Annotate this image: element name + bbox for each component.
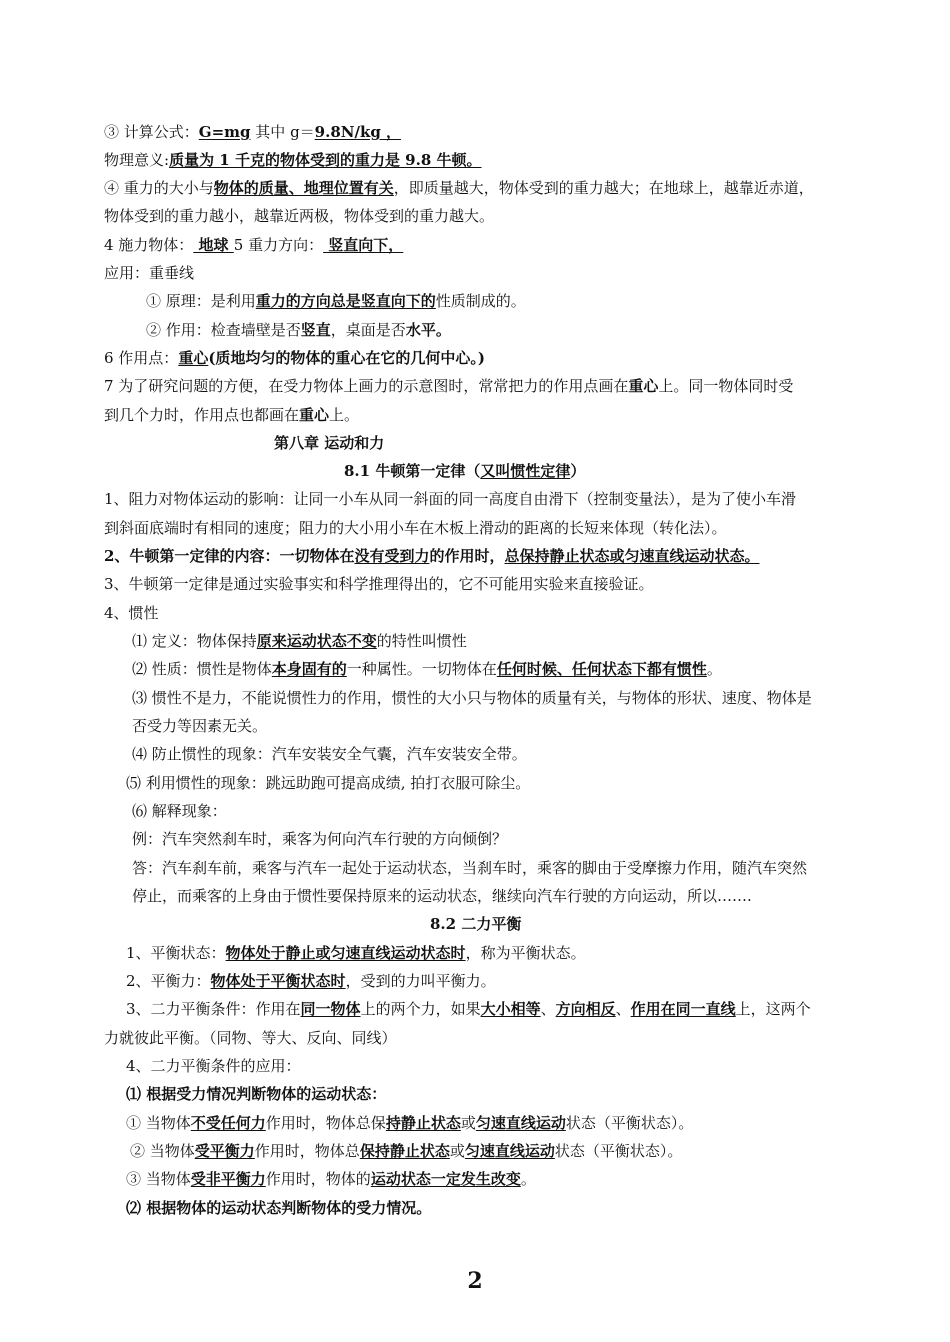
text-segment: 同一物体 [300,1000,361,1018]
text-line-15 [104,518,727,538]
text-segment: 上。 [329,406,360,424]
text-segment: ② 当物体 [130,1142,195,1160]
text-segment: 没有受到力 [354,547,430,565]
text-line-11 [104,405,359,425]
text-line-33 [104,1028,397,1048]
text-segment: 9.8N/kg ， [314,123,402,141]
text-segment: ① 原理：是利用 [146,292,256,310]
page-number: 2 [467,1268,483,1294]
text-line-34 [126,1056,301,1076]
text-line-38 [126,1169,536,1189]
text-segment: 上。同一物体同时受 [658,377,794,395]
text-line-39 [126,1198,431,1218]
text-line-26 [132,829,507,849]
text-segment: 答：汽车刹车前，乘客与汽车一起处于运动状态，当刹车时，乘客的脚由于受摩擦力作用，随汽车突然 [132,859,808,877]
text-segment: 任何时候、任何状态下都有惯性 [496,660,707,678]
text-line-23 [132,744,527,764]
text-segment: (质地均匀的物体的重心在它的几何中心。) [208,349,486,367]
text-segment: 4 施力物体： [104,236,194,254]
text-segment: 又叫惯性定律 [480,462,571,480]
text-segment: ③ 计算公式： [104,123,199,141]
text-line-7 [146,291,526,311]
text-segment: 物体的质量、地理位置有关 [213,179,394,197]
text-segment: 重力的方向总是竖直向下的 [255,292,436,310]
text-segment: 作用时，物体总 [254,1142,360,1160]
text-segment: 物理意义: [104,151,170,169]
text-segment: 例：汽车突然刹车时，乘客为何向汽车行驶的方向倾倒？ [132,830,508,848]
text-segment: ，称为平衡状态。 [465,944,586,962]
text-line-6 [104,263,194,283]
text-segment: 作用时，物体的 [265,1170,371,1188]
text-line-8 [146,320,451,340]
text-line-13 [344,461,585,481]
text-line-9 [104,348,485,368]
text-line-12 [274,433,384,453]
text-line-31 [126,971,496,991]
text-segment: 或 [449,1142,465,1160]
text-line-21 [132,688,812,708]
text-line-14 [104,489,796,509]
text-segment: 水平。 [405,321,451,339]
text-line-16 [104,546,760,566]
text-segment: ，受到的力叫平衡力。 [345,972,496,990]
text-segment: ⑵ 性质：惯性是物体 [132,660,272,678]
text-segment: 大小相等 [480,1000,541,1018]
text-segment: 8.1 牛顿第一定律（ [344,462,481,480]
text-segment: 本身固有的 [271,660,347,678]
text-segment: ⑷ 防止惯性的现象：汽车安装安全气囊，汽车安装安全带。 [132,745,527,763]
text-segment: 作用时，物体总保 [265,1114,386,1132]
text-line-22 [132,716,267,736]
text-segment: 4、惯性 [104,604,159,622]
text-segment: ⑸ 利用惯性的现象：跳远助跑可提高成绩, 拍打衣服可除尘。 [126,774,531,792]
text-line-17 [104,574,654,594]
text-line-18 [104,603,159,623]
text-segment: 5 重力方向： [233,236,324,254]
text-segment: 的作用时， [429,547,505,565]
text-segment: 重心 [178,349,209,367]
text-line-19 [132,631,467,651]
text-segment: ） [570,462,586,480]
text-segment: 一种属性。一切物体在 [346,660,497,678]
text-segment: 1、平衡状态： [126,944,226,962]
text-segment: 重心 [299,406,330,424]
text-segment: 7 为了研究问题的方便，在受力物体上画力的示意图时，常常把力的作用点画在 [104,377,629,395]
text-segment: 持静止状态 [385,1114,461,1132]
text-segment: 3、牛顿第一定律是通过实验事实和科学推理得出的，它不可能用实验来直接验证。 [104,575,654,593]
text-segment: ② 作用：检查墙壁是否 [146,321,301,339]
text-line-1 [104,122,401,142]
text-segment: 保持静止状态 [359,1142,450,1160]
text-segment: 4、二力平衡条件的应用： [126,1057,301,1075]
text-segment: 匀速直线运动 [464,1142,555,1160]
text-segment: 应用：重垂线 [104,264,195,282]
text-segment: ⑵ 根据物体的运动状态判断物体的受力情况。 [126,1199,432,1217]
text-segment: ⑴ 根据受力情况判断物体的运动状态： [126,1085,387,1103]
text-segment: 1、阻力对物体运动的影响：让同一小车从同一斜面的同一高度自由滑下（控制变量法），是为了使小车滑 [104,490,797,508]
text-segment: 。 [706,660,722,678]
text-segment: ④ 重力的大小与 [104,179,214,197]
text-segment: 第八章 运动和力 [274,434,385,452]
text-segment: ，即质量越大，物体受到的重力越大；在地球上，越靠近赤道， [393,179,814,197]
text-segment: 物体处于静止或匀速直线运动状态时 [225,944,466,962]
text-segment: ⑴ 定义：物体保持 [132,632,257,650]
text-segment: ⑶ 惯性不是力，不能说惯性力的作用，惯性的大小只与物体的质量有关，与物体的形状、速度、物体是 [132,689,812,707]
text-segment: 2、牛顿第一定律的内容：一切物体在 [104,547,355,565]
text-line-27 [132,858,807,878]
text-segment: 不受任何力 [190,1114,266,1132]
text-line-10 [104,376,793,396]
text-segment: 受非平衡力 [190,1170,266,1188]
text-segment: 受平衡力 [194,1142,255,1160]
text-line-32 [126,999,811,1019]
text-segment: 停止，而乘客的上身由于惯性要保持原来的运动状态，继续向汽车行驶的方向运动，所以……. [132,887,752,905]
text-segment: ⑹ 解释现象： [132,802,227,820]
text-segment: 物体受到的重力越小，越靠近两极，物体受到的重力越大。 [104,207,495,225]
text-segment: 否受力等因素无关。 [132,717,268,735]
text-segment: G=mg [198,123,251,141]
text-line-24 [126,773,530,793]
text-segment: 或 [460,1114,476,1132]
text-segment: 力就彼此平衡。（同物、等大、反向、同线） [104,1029,397,1047]
text-line-2 [104,150,482,170]
text-line-20 [132,659,722,679]
text-segment: 8.2 二力平衡 [430,915,522,933]
text-segment: 运动状态一定发生改变 [370,1170,521,1188]
text-segment: 到斜面底端时有相同的速度；阻力的大小用小车在木板上滑动的距离的长短来体现（转化法）。 [104,519,727,537]
text-segment: ① 当物体 [126,1114,191,1132]
text-segment: 、 [540,1000,556,1018]
text-line-25 [132,801,227,821]
text-segment: 状态（平衡状态）。 [565,1114,694,1132]
text-segment: 方向相反 [555,1000,616,1018]
text-line-28 [132,886,752,906]
text-segment: 原来运动状态不变 [256,632,377,650]
text-segment: 3、二力平衡条件：作用在 [126,1000,301,1018]
text-segment: ，桌面是否 [330,321,406,339]
text-line-35 [126,1084,386,1104]
text-segment: 2、平衡力： [126,972,211,990]
text-segment: 质量为 1 千克的物体受到的重力是 9.8 牛顿。 [169,151,482,169]
text-segment: 上，这两个 [735,1000,811,1018]
text-segment: 物体处于平衡状态时 [210,972,346,990]
text-segment: 其中 g＝ [250,123,315,141]
text-segment: 作用在同一直线 [630,1000,736,1018]
text-segment: 的特性叫惯性 [376,632,467,650]
text-segment: 重心 [628,377,659,395]
text-line-4 [104,206,494,226]
text-segment: 。 [520,1170,536,1188]
text-segment: 性质制成的。 [435,292,526,310]
text-segment: 、 [615,1000,631,1018]
text-line-36 [126,1113,693,1133]
text-segment: ③ 当物体 [126,1170,191,1188]
text-line-3 [104,178,814,198]
text-segment: 6 作用点： [104,349,179,367]
text-line-30 [126,943,586,963]
text-segment: 竖直 [300,321,331,339]
text-line-5 [104,235,403,255]
text-segment: 竖直向下， [323,236,404,254]
text-segment: 到几个力时，作用点也都画在 [104,406,300,424]
text-segment: 匀速直线运动 [475,1114,566,1132]
text-segment: 上的两个力，如果 [360,1000,481,1018]
text-segment: 地球 [193,236,234,254]
text-segment: 总保持静止状态或匀速直线运动状态。 [504,547,760,565]
text-line-29 [430,914,521,934]
text-line-37 [130,1141,682,1161]
text-segment: 状态（平衡状态）。 [554,1142,683,1160]
